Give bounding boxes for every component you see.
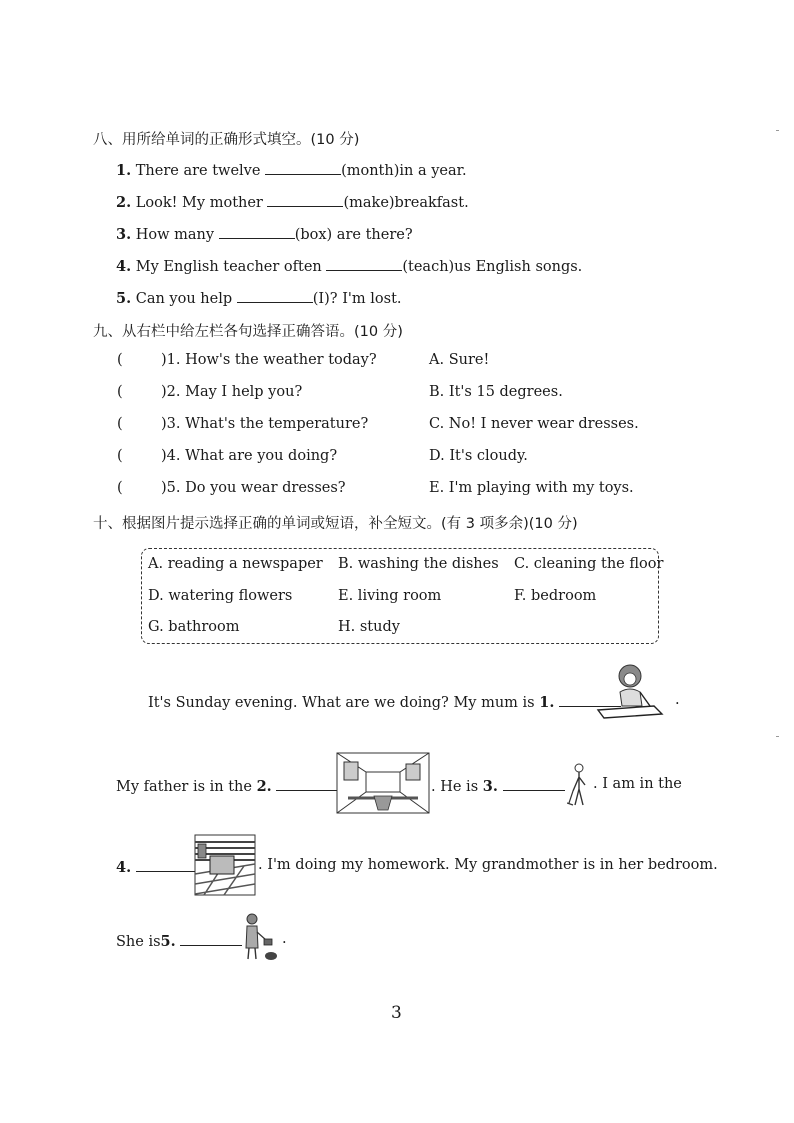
- answer-paren[interactable]: (: [117, 480, 123, 496]
- blank-number-4: 4.: [116, 859, 132, 876]
- answer-paren[interactable]: (: [117, 352, 123, 368]
- passage-blank-2[interactable]: [276, 776, 338, 791]
- question-text: )1. How's the weather today?: [161, 352, 377, 368]
- passage-line-4: [116, 931, 242, 950]
- fill-item-2: [116, 192, 469, 211]
- item-text-before: Look! My mother: [135, 195, 263, 211]
- scan-edge-mark: [776, 130, 779, 131]
- blank-number-3: 3.: [482, 778, 498, 795]
- section-9-title: 九、从右栏中给左栏各句选择正确答语。(10 分): [93, 324, 403, 340]
- passage-line-3: [116, 857, 198, 876]
- question-text: )5. Do you wear dresses?: [161, 480, 346, 496]
- section-10-title: 十、根据图片提示选择正确的单词或短语，补全短文。(有 3 项多余)(10 分): [93, 516, 578, 532]
- option-c: C. cleaning the floor: [514, 556, 664, 572]
- passage-text: It's Sunday evening. What are we doing? My mum is: [148, 695, 535, 711]
- answer-blank[interactable]: [267, 192, 343, 207]
- answer-blank[interactable]: [219, 224, 295, 239]
- item-number: 3.: [116, 226, 132, 243]
- match-answer-b: B. It's 15 degrees.: [429, 384, 563, 400]
- match-question-5: [117, 480, 346, 496]
- question-text: )2. May I help you?: [161, 384, 303, 400]
- passage-text: My father is in the: [116, 779, 252, 795]
- passage-blank-3[interactable]: [503, 776, 565, 791]
- item-text-before: How many: [135, 227, 215, 243]
- match-answer-c: C. No! I never wear dresses.: [429, 416, 639, 432]
- word-bank-box: [141, 548, 664, 644]
- answer-paren[interactable]: (: [117, 416, 123, 432]
- item-text-after: (I)? I'm lost.: [312, 291, 402, 307]
- option-e: E. living room: [338, 588, 442, 604]
- question-text: )4. What are you doing?: [161, 448, 338, 464]
- match-answer-a: A. Sure!: [429, 352, 490, 368]
- answer-blank[interactable]: [237, 288, 313, 303]
- blank-number-5: 5.: [160, 933, 176, 950]
- section-8-title: 八、用所给单词的正确形式填空。(10 分): [93, 132, 360, 148]
- passage-text: . He is: [431, 779, 479, 795]
- blank-number-1: 1.: [539, 694, 555, 711]
- passage-blank-4[interactable]: [136, 857, 198, 872]
- match-question-1: [117, 352, 377, 368]
- item-text-after: (make)breakfast.: [343, 195, 469, 211]
- passage-text: She is: [116, 934, 161, 950]
- answer-blank[interactable]: [265, 160, 341, 175]
- passage-line-1: [148, 692, 621, 711]
- living-room-picture: [336, 752, 430, 814]
- item-number: 5.: [116, 290, 132, 307]
- passage-line-3-text: . I'm doing my homework. My grandmother is in her bedroom.: [258, 857, 718, 873]
- passage-end-period-1: .: [675, 692, 680, 708]
- grandmother-watering-picture: [240, 912, 282, 962]
- item-text-before: There are twelve: [135, 163, 261, 179]
- match-question-4: [117, 448, 337, 464]
- page-number: 3: [391, 1003, 402, 1023]
- blank-number-2: 2.: [256, 778, 272, 795]
- item-text-before: Can you help: [135, 291, 233, 307]
- answer-blank[interactable]: [326, 256, 402, 271]
- question-text: )3. What's the temperature?: [161, 416, 369, 432]
- fill-item-3: [116, 224, 413, 243]
- man-sweeping-picture: [567, 763, 591, 807]
- passage-line-2c: . I am in the: [593, 776, 682, 792]
- study-room-picture: [194, 834, 256, 896]
- item-text-after: (teach)us English songs.: [402, 259, 583, 275]
- passage-line-2b: [431, 776, 565, 795]
- item-text-after: (box) are there?: [294, 227, 413, 243]
- mum-cleaning-picture: [596, 662, 672, 722]
- item-text-before: My English teacher often: [135, 259, 322, 275]
- passage-line-2a: [116, 776, 338, 795]
- fill-item-1: [116, 160, 467, 179]
- option-g: G. bathroom: [148, 619, 240, 635]
- fill-item-5: [116, 288, 402, 307]
- item-text-after: (month)in a year.: [341, 163, 467, 179]
- option-h: H. study: [338, 619, 400, 635]
- scan-edge-mark: [776, 736, 779, 737]
- passage-blank-5[interactable]: [180, 931, 242, 946]
- match-answer-d: D. It's cloudy.: [429, 448, 528, 464]
- item-number: 4.: [116, 258, 132, 275]
- answer-paren[interactable]: (: [117, 384, 123, 400]
- item-number: 1.: [116, 162, 132, 179]
- option-f: F. bedroom: [514, 588, 597, 604]
- passage-end-period-5: .: [282, 931, 287, 947]
- item-number: 2.: [116, 194, 132, 211]
- answer-paren[interactable]: (: [117, 448, 123, 464]
- match-question-3: [117, 416, 368, 432]
- option-a: A. reading a newspaper: [148, 556, 323, 572]
- fill-item-4: [116, 256, 582, 275]
- option-d: D. watering flowers: [148, 588, 293, 604]
- match-answer-e: E. I'm playing with my toys.: [429, 480, 634, 496]
- match-question-2: [117, 384, 302, 400]
- option-b: B. washing the dishes: [338, 556, 499, 572]
